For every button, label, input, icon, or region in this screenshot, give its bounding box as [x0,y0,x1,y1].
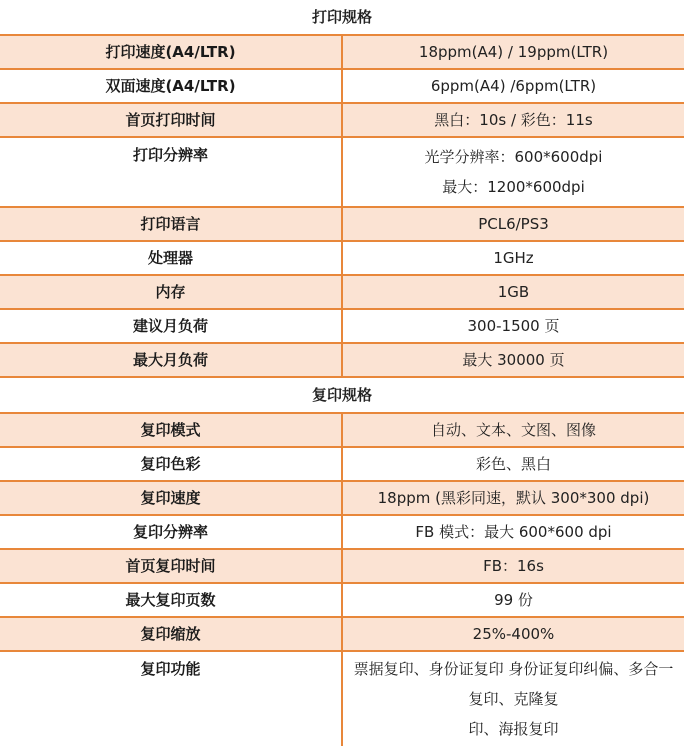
table-row [0,275,684,309]
spec-value-line: 最大：1200*600dpi [442,178,585,196]
section-header-print [0,0,684,35]
spec-value: 18ppm (黑彩同速，默认 300*300 dpi) [342,481,684,515]
table-row [0,651,684,746]
table-row [0,137,684,207]
spec-value [342,137,684,207]
spec-value: FB：16s [342,549,684,583]
spec-key: 内存 [0,275,342,309]
spec-value: FB 模式：最大 600*600 dpi [342,515,684,549]
spec-value: 1GB [342,275,684,309]
table-row [0,481,684,515]
table-row [0,35,684,69]
spec-key: 打印速度(A4/LTR) [0,35,342,69]
spec-value: 自动、文本、文图、图像 [342,413,684,447]
spec-value [342,651,684,746]
spec-key: 复印分辨率 [0,515,342,549]
spec-value-line: 印、海报复印 [468,720,559,738]
spec-value-line: 光学分辨率：600*600dpi [424,148,603,166]
spec-value-line: 票据复印、身份证复印 身份证复印纠偏、多合一复印、克隆复 [353,660,674,708]
spec-value: 25%-400% [342,617,684,651]
table-row [0,583,684,617]
spec-key: 复印缩放 [0,617,342,651]
table-row [0,69,684,103]
spec-value: PCL6/PS3 [342,207,684,241]
section-header-copy [0,377,684,413]
spec-value: 1GHz [342,241,684,275]
spec-key: 最大复印页数 [0,583,342,617]
spec-value: 最大 30000 页 [342,343,684,377]
spec-value: 黑白：10s / 彩色：11s [342,103,684,137]
spec-value: 彩色、黑白 [342,447,684,481]
spec-value: 99 份 [342,583,684,617]
spec-key: 最大月负荷 [0,343,342,377]
table-row [0,343,684,377]
table-row [0,309,684,343]
table-row [0,241,684,275]
section-title: 复印规格 [0,377,684,413]
spec-key: 打印分辨率 [0,137,342,207]
spec-key: 复印色彩 [0,447,342,481]
spec-key: 处理器 [0,241,342,275]
spec-value: 18ppm(A4) / 19ppm(LTR) [342,35,684,69]
table-row [0,617,684,651]
spec-key: 首页打印时间 [0,103,342,137]
spec-key: 打印语言 [0,207,342,241]
table-row [0,515,684,549]
spec-key: 复印模式 [0,413,342,447]
spec-key: 双面速度(A4/LTR) [0,69,342,103]
spec-key: 首页复印时间 [0,549,342,583]
spec-value: 6ppm(A4) /6ppm(LTR) [342,69,684,103]
table-row [0,447,684,481]
spec-value: 300-1500 页 [342,309,684,343]
table-row [0,413,684,447]
table-row [0,549,684,583]
table-row [0,207,684,241]
table-row [0,103,684,137]
section-title: 打印规格 [0,0,684,35]
spec-key: 复印功能 [0,651,342,746]
spec-key: 复印速度 [0,481,342,515]
spec-key: 建议月负荷 [0,309,342,343]
